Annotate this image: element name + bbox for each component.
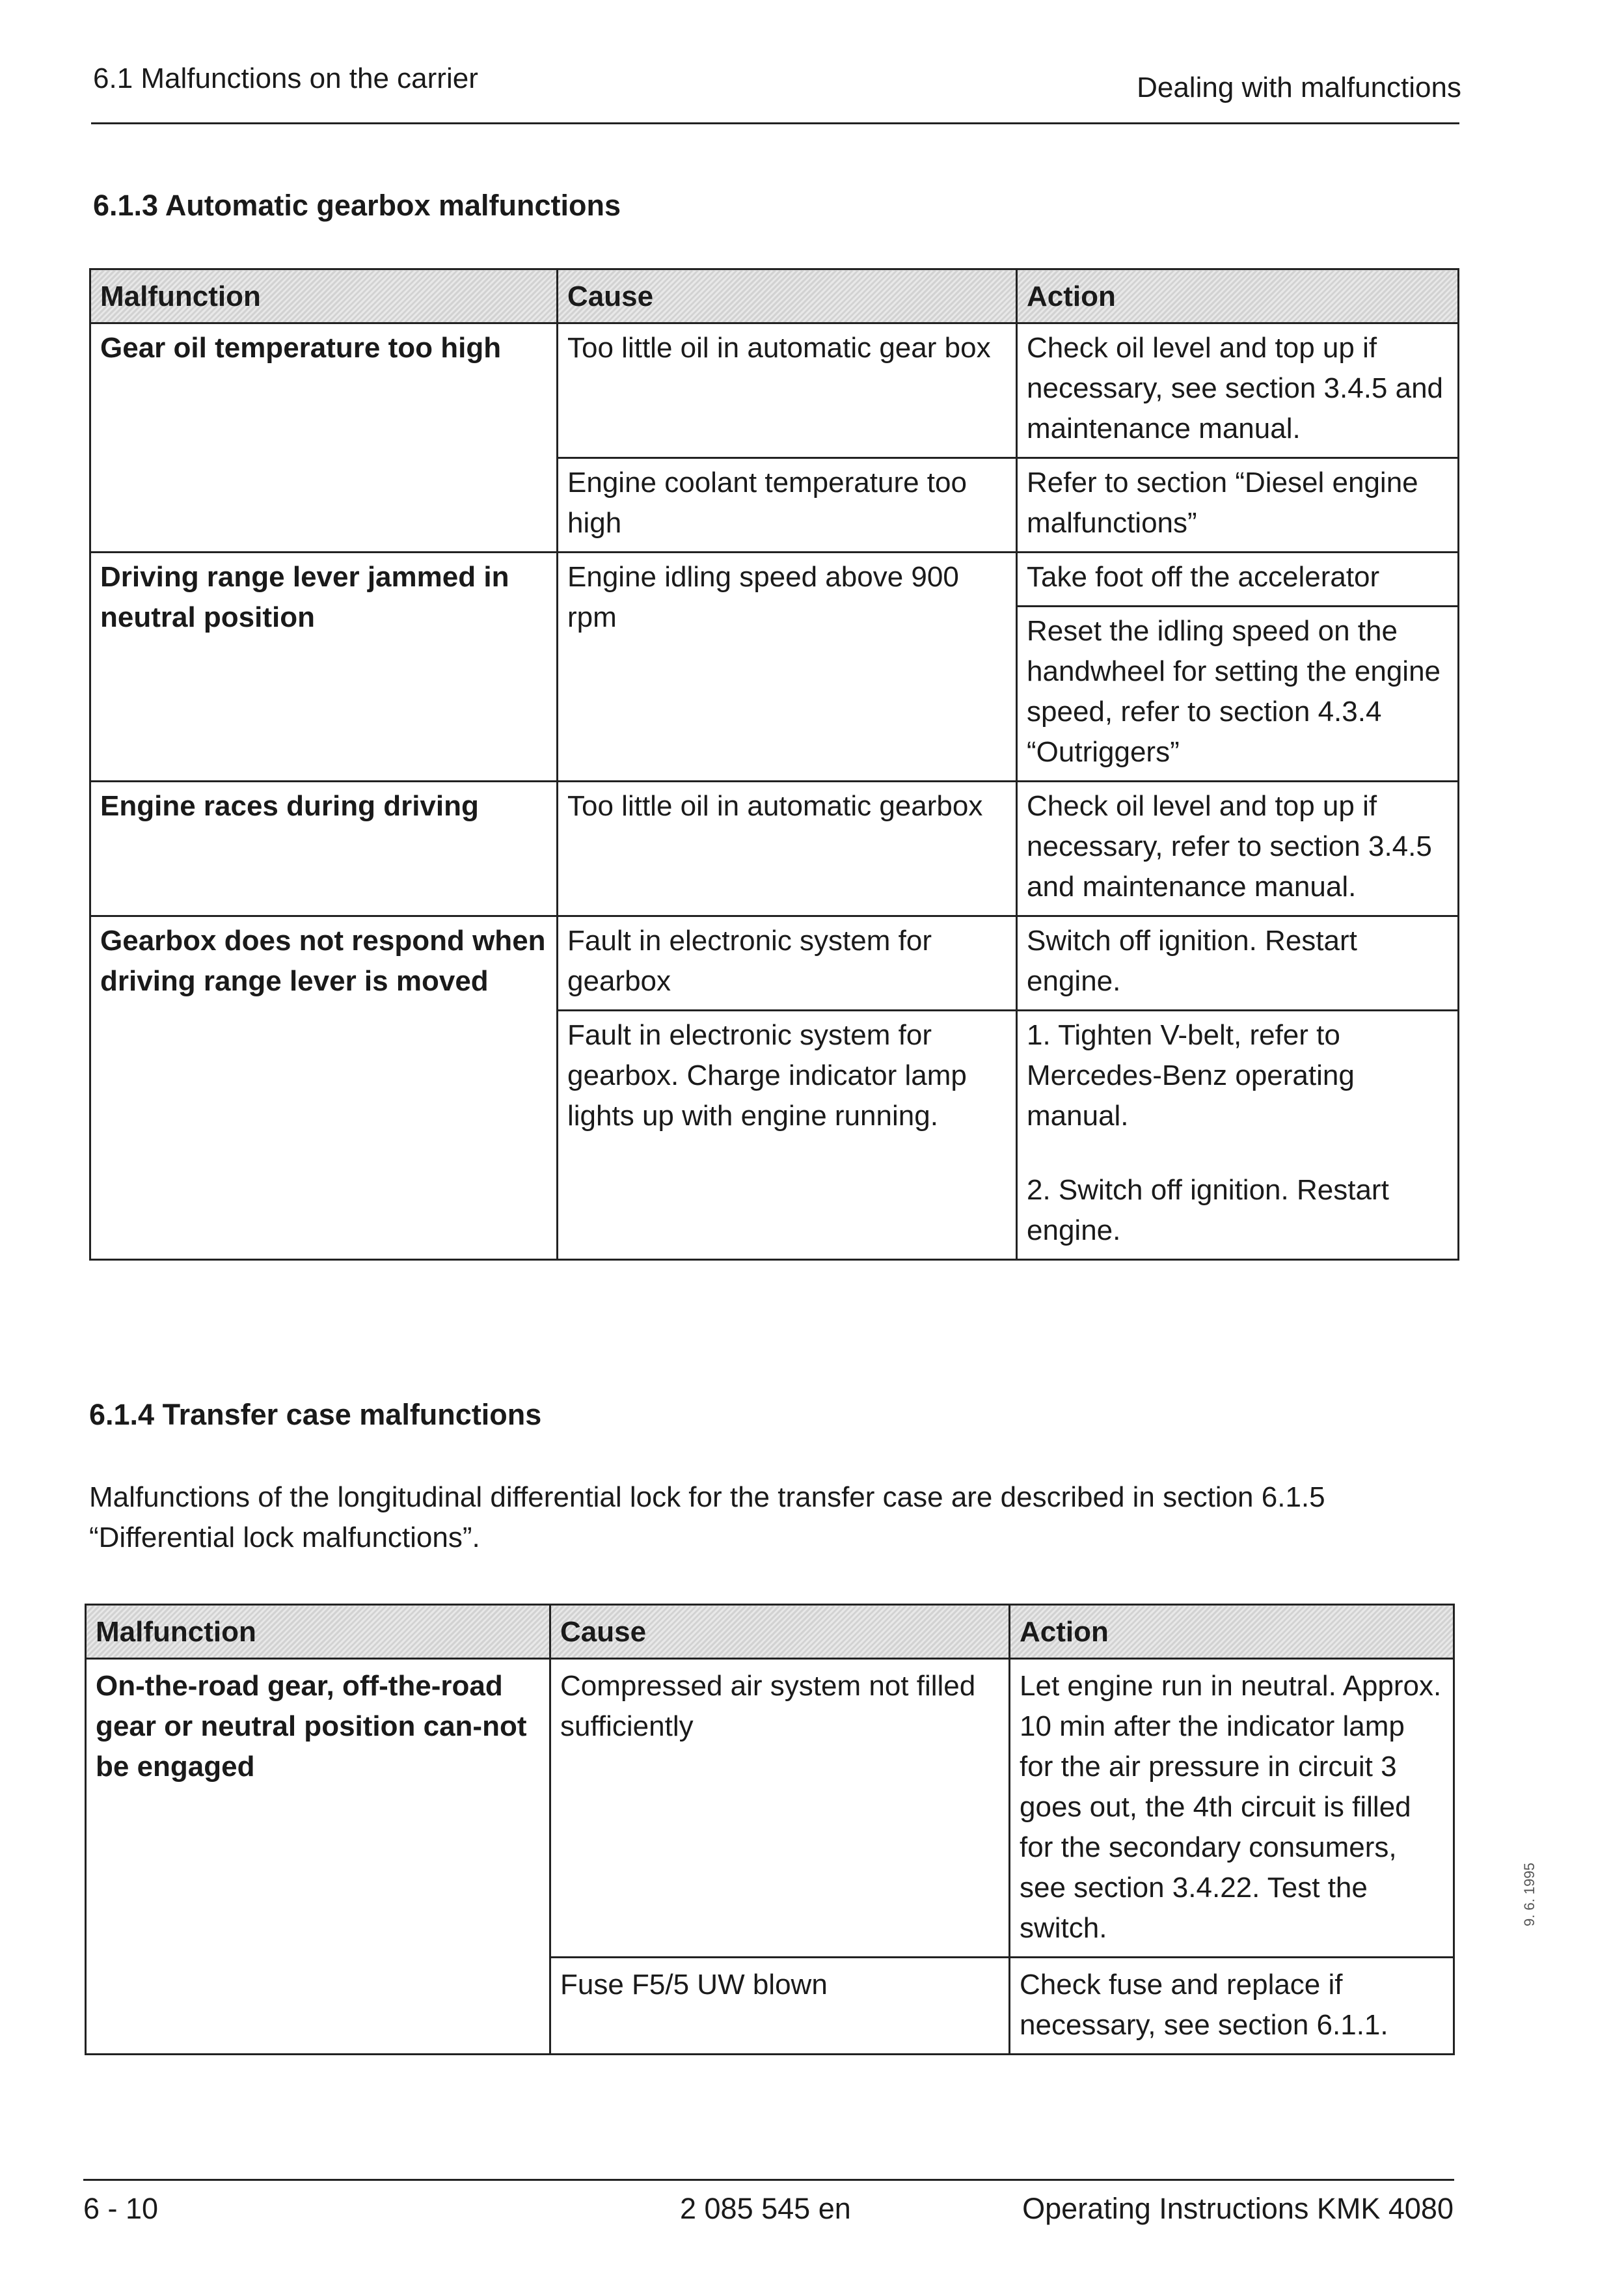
- column-header-malfunction: Malfunction: [90, 269, 558, 323]
- action-cell: [1017, 553, 1459, 782]
- cause-cell: Engine idling speed above 900 rpm: [558, 553, 1017, 782]
- section-title-6-1-3: 6.1.3 Automatic gearbox malfunctions: [93, 189, 621, 222]
- malfunction-cell: Driving range lever jammed in neutral position: [90, 553, 558, 782]
- action-cell: [1017, 1011, 1459, 1260]
- action-step: 2. Switch off ignition. Restart engine.: [1027, 1174, 1389, 1246]
- malfunction-cell: Gear oil temperature too high: [90, 323, 558, 553]
- transfer-case-malfunctions-table: [85, 1604, 1455, 2055]
- malfunction-cell: Engine races during driving: [90, 782, 558, 916]
- table-row: [90, 782, 1459, 916]
- action-cell: Check oil level and top up if necessary, see section 3.4.5 and maintenance manual.: [1017, 323, 1459, 458]
- action-cell: Refer to section “Diesel engine malfunctions”: [1017, 458, 1459, 553]
- column-header-action: Action: [1010, 1605, 1454, 1659]
- side-date-stamp: 9. 6. 1995: [1521, 1863, 1537, 1926]
- section-intro-text: Malfunctions of the longitudinal differential lock for the transfer case are described in section 6.1.5 “Differential lock malfunctions”.: [89, 1481, 1325, 1553]
- header-rule: [91, 122, 1459, 124]
- table-row: [90, 323, 1459, 458]
- page-number: 6 - 10: [83, 2192, 159, 2225]
- section-title-6-1-4: 6.1.4 Transfer case malfunctions: [89, 1398, 542, 1431]
- cause-cell: Fault in electronic system for gearbox: [558, 916, 1017, 1011]
- malfunction-cell: On-the-road gear, off-the-road gear or neutral position can-not be engaged: [86, 1659, 550, 2055]
- table-row: [90, 916, 1459, 1011]
- cause-cell: Fault in electronic system for gearbox. Charge indicator lamp lights up with engine running.: [558, 1011, 1017, 1260]
- footer-rule: [83, 2179, 1454, 2181]
- column-header-malfunction: Malfunction: [86, 1605, 550, 1659]
- action-cell: Switch off ignition. Restart engine.: [1017, 916, 1459, 1011]
- table-row: [90, 553, 1459, 782]
- document-title: Operating Instructions KMK 4080: [1022, 2192, 1454, 2225]
- cause-cell: Engine coolant temperature too high: [558, 458, 1017, 553]
- action-cell: Check fuse and replace if necessary, see section 6.1.1.: [1010, 1958, 1454, 2055]
- column-header-cause: Cause: [558, 269, 1017, 323]
- column-header-action: Action: [1017, 269, 1459, 323]
- running-header-left: 6.1 Malfunctions on the carrier: [93, 62, 478, 94]
- cause-cell: Fuse F5/5 UW blown: [550, 1958, 1010, 2055]
- action-step: Reset the idling speed on the handwheel for setting the engine speed, refer to section 4.3.4 “Outriggers”: [1018, 605, 1457, 780]
- document-number: 2 085 545 en: [680, 2192, 851, 2225]
- action-step: Take foot off the accelerator: [1027, 561, 1380, 593]
- action-cell: Let engine run in neutral. Approx. 10 min after the indicator lamp for the air pressure in circuit 3 goes out, the 4th circuit is filled for the secondary consumers, see section 3.4.22. Test the switch.: [1010, 1659, 1454, 1958]
- cause-cell: Too little oil in automatic gear box: [558, 323, 1017, 458]
- malfunction-cell: Gearbox does not respond when driving range lever is moved: [90, 916, 558, 1260]
- column-header-cause: Cause: [550, 1605, 1010, 1659]
- running-header-right: Dealing with malfunctions: [1137, 72, 1461, 103]
- table-header-row: [86, 1605, 1454, 1659]
- table-row: [86, 1659, 1454, 1958]
- table-header-row: [90, 269, 1459, 323]
- cause-cell: Compressed air system not filled sufficiently: [550, 1659, 1010, 1958]
- cause-cell: Too little oil in automatic gearbox: [558, 782, 1017, 916]
- spacer: [1027, 1136, 1448, 1170]
- action-step: 1. Tighten V-belt, refer to Mercedes-Benz operating manual.: [1027, 1019, 1355, 1132]
- action-cell: Check oil level and top up if necessary, refer to section 3.4.5 and maintenance manual.: [1017, 782, 1459, 916]
- gearbox-malfunctions-table: [89, 268, 1459, 1261]
